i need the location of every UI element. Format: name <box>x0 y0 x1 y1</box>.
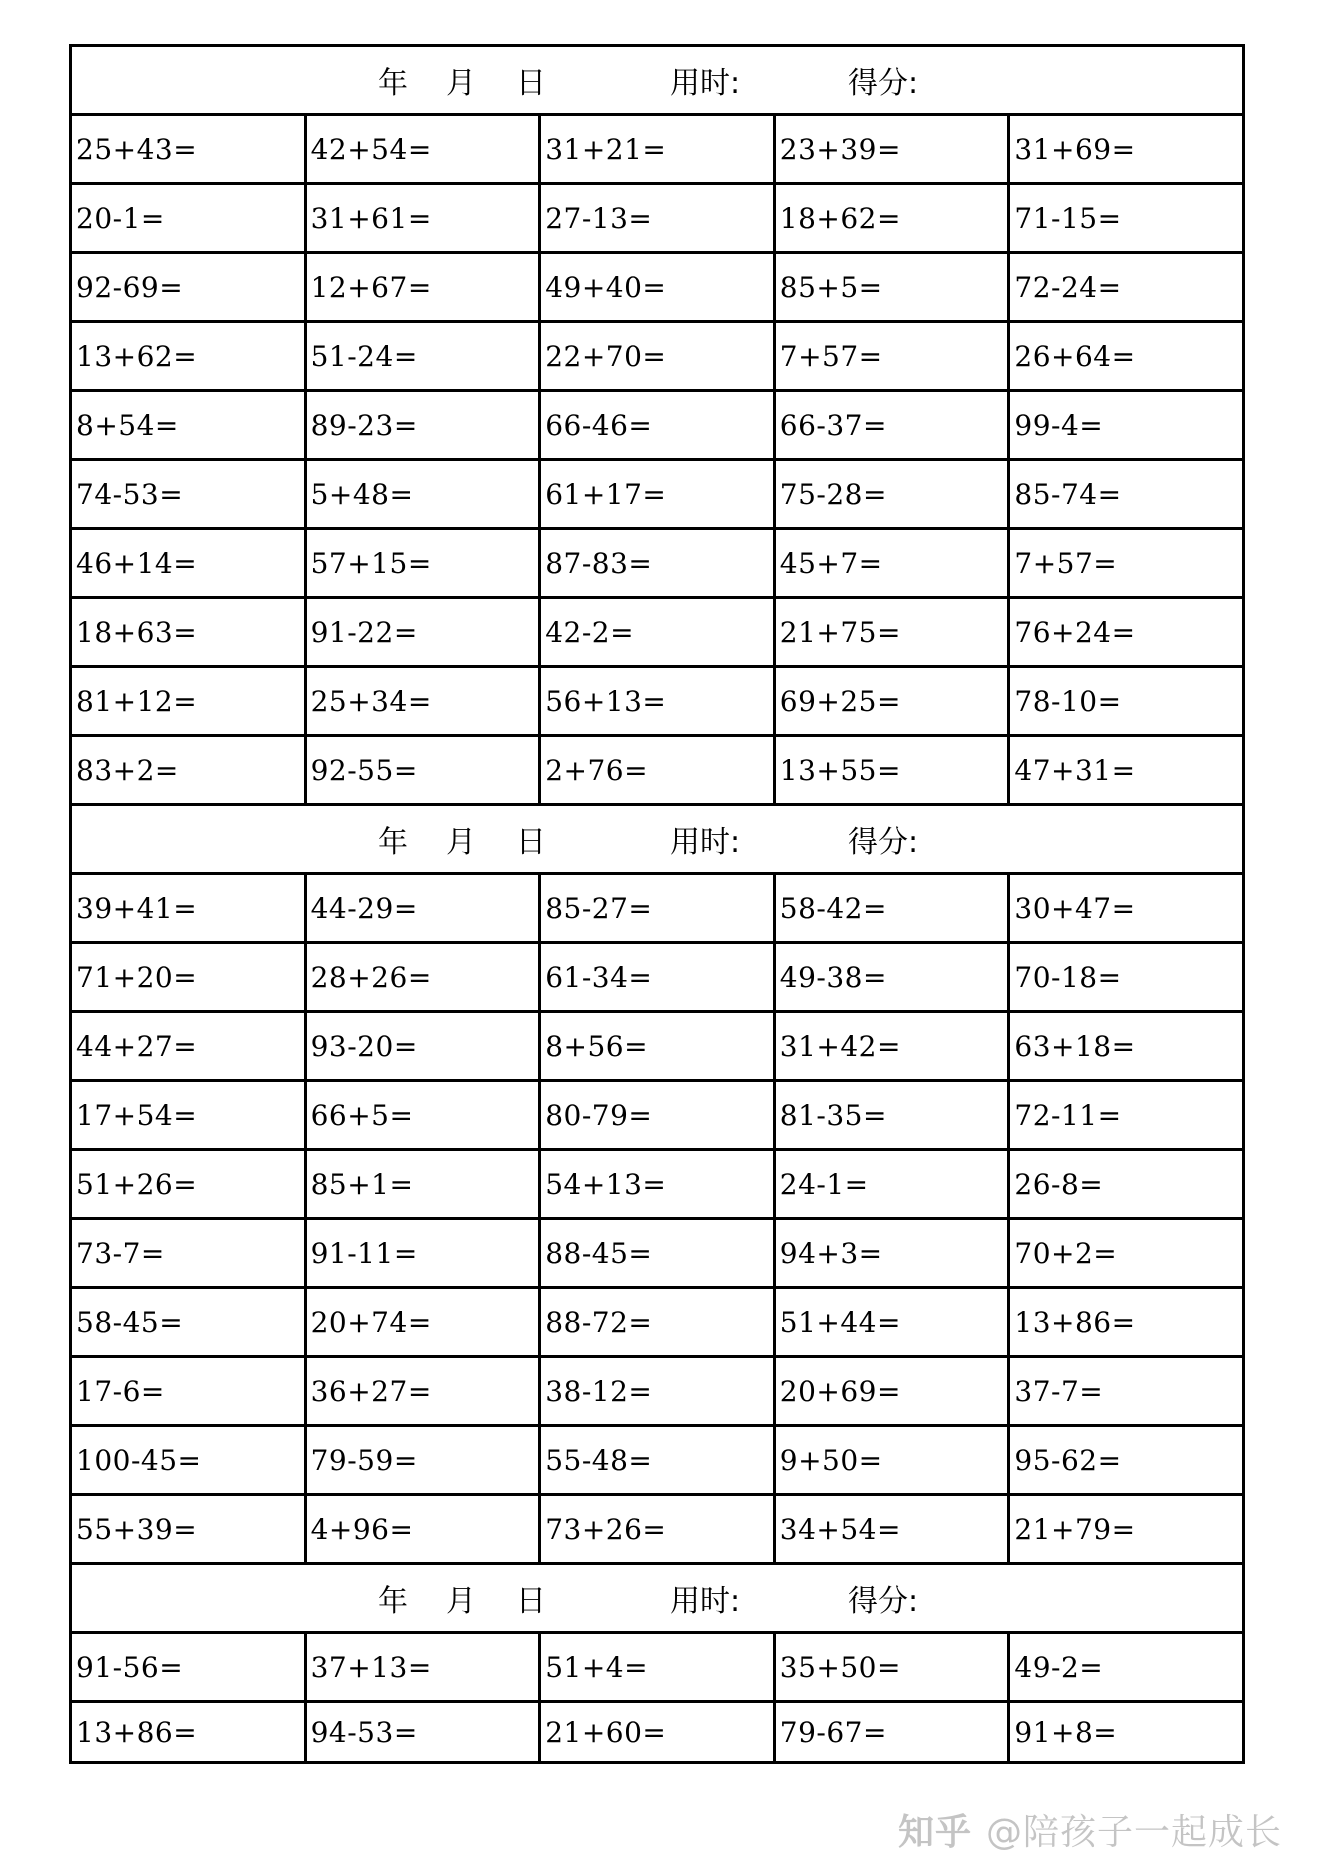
problem-cell[interactable]: 100-45= <box>71 1426 306 1495</box>
problem-cell[interactable]: 99-4= <box>1009 391 1244 460</box>
problem-row <box>71 1081 1244 1150</box>
section-header-cell <box>71 1564 1244 1633</box>
problem-cell[interactable]: 57+15= <box>305 529 540 598</box>
problem-row <box>71 736 1244 805</box>
problem-cell[interactable]: 73-7= <box>71 1219 306 1288</box>
problem-cell[interactable]: 35+50= <box>774 1633 1009 1702</box>
header-year: 年 <box>378 1584 408 1619</box>
problem-cell[interactable]: 17-6= <box>71 1357 306 1426</box>
header-month: 月 <box>446 66 476 101</box>
header-day: 日 <box>516 1584 546 1619</box>
problem-cell[interactable]: 23+39= <box>774 115 1009 184</box>
section-header <box>71 46 1244 115</box>
problem-cell[interactable]: 58-42= <box>774 874 1009 943</box>
worksheet-body <box>71 46 1244 1763</box>
problem-cell[interactable]: 85+1= <box>305 1150 540 1219</box>
problem-cell[interactable]: 85-74= <box>1009 460 1244 529</box>
problem-cell[interactable]: 7+57= <box>774 322 1009 391</box>
problem-cell[interactable]: 18+63= <box>71 598 306 667</box>
problem-cell[interactable]: 31+21= <box>540 115 775 184</box>
problem-cell[interactable]: 56+13= <box>540 667 775 736</box>
problem-row <box>71 1288 1244 1357</box>
problem-cell[interactable]: 13+86= <box>71 1702 306 1763</box>
header-time-label: 用时: <box>670 1584 741 1619</box>
problem-row <box>71 1633 1244 1702</box>
problem-cell[interactable]: 55-48= <box>540 1426 775 1495</box>
problem-cell[interactable]: 91-22= <box>305 598 540 667</box>
problem-cell[interactable]: 31+42= <box>774 1012 1009 1081</box>
problem-cell[interactable]: 91-11= <box>305 1219 540 1288</box>
problem-cell[interactable]: 66+5= <box>305 1081 540 1150</box>
problem-cell[interactable]: 71-15= <box>1009 184 1244 253</box>
problem-cell[interactable]: 27-13= <box>540 184 775 253</box>
problem-cell[interactable]: 26-8= <box>1009 1150 1244 1219</box>
watermark-author: @陪孩子一起成长 <box>986 1812 1283 1853</box>
problem-row <box>71 1219 1244 1288</box>
problem-cell[interactable]: 61-34= <box>540 943 775 1012</box>
problem-cell[interactable]: 34+54= <box>774 1495 1009 1564</box>
problem-cell[interactable]: 13+86= <box>1009 1288 1244 1357</box>
problem-cell[interactable]: 76+24= <box>1009 598 1244 667</box>
problem-row <box>71 1702 1244 1763</box>
problem-cell[interactable]: 24-1= <box>774 1150 1009 1219</box>
problem-cell[interactable]: 49-38= <box>774 943 1009 1012</box>
problem-cell[interactable]: 66-37= <box>774 391 1009 460</box>
problem-cell[interactable]: 20+69= <box>774 1357 1009 1426</box>
problem-cell[interactable]: 83+2= <box>71 736 306 805</box>
problem-cell[interactable]: 85+5= <box>774 253 1009 322</box>
problem-row <box>71 184 1244 253</box>
section-header <box>71 1564 1244 1633</box>
problem-cell[interactable]: 51+4= <box>540 1633 775 1702</box>
problem-cell[interactable]: 79-67= <box>774 1702 1009 1763</box>
problem-cell[interactable]: 44-29= <box>305 874 540 943</box>
problem-cell[interactable]: 74-53= <box>71 460 306 529</box>
worksheet-table <box>69 44 1245 1764</box>
header-month: 月 <box>446 825 476 860</box>
problem-cell[interactable]: 91-56= <box>71 1633 306 1702</box>
problem-cell[interactable]: 20+74= <box>305 1288 540 1357</box>
problem-cell[interactable]: 44+27= <box>71 1012 306 1081</box>
problem-cell[interactable]: 58-45= <box>71 1288 306 1357</box>
header-day: 日 <box>516 66 546 101</box>
section-header-cell <box>71 805 1244 874</box>
problem-cell[interactable]: 18+62= <box>774 184 1009 253</box>
problem-cell[interactable]: 21+75= <box>774 598 1009 667</box>
problem-cell[interactable]: 66-46= <box>540 391 775 460</box>
problem-cell[interactable]: 51-24= <box>305 322 540 391</box>
problem-cell[interactable]: 91+8= <box>1009 1702 1244 1763</box>
problem-cell[interactable]: 12+67= <box>305 253 540 322</box>
problem-cell[interactable]: 88-45= <box>540 1219 775 1288</box>
problem-cell[interactable]: 5+48= <box>305 460 540 529</box>
problem-cell[interactable]: 26+64= <box>1009 322 1244 391</box>
problem-cell[interactable]: 31+61= <box>305 184 540 253</box>
problem-cell[interactable]: 25+34= <box>305 667 540 736</box>
zhihu-logo: 知乎 <box>898 1812 973 1853</box>
header-day: 日 <box>516 825 546 860</box>
problem-cell[interactable]: 55+39= <box>71 1495 306 1564</box>
problem-cell[interactable]: 51+44= <box>774 1288 1009 1357</box>
problem-cell[interactable]: 46+14= <box>71 529 306 598</box>
header-time-label: 用时: <box>670 66 741 101</box>
problem-cell[interactable]: 79-59= <box>305 1426 540 1495</box>
problem-cell[interactable]: 13+62= <box>71 322 306 391</box>
problem-row <box>71 1012 1244 1081</box>
problem-row <box>71 1426 1244 1495</box>
problem-cell[interactable]: 37-7= <box>1009 1357 1244 1426</box>
problem-cell[interactable]: 78-10= <box>1009 667 1244 736</box>
problem-cell[interactable]: 8+54= <box>71 391 306 460</box>
problem-cell[interactable]: 92-69= <box>71 253 306 322</box>
problem-cell[interactable]: 42+54= <box>305 115 540 184</box>
problem-cell[interactable]: 30+47= <box>1009 874 1244 943</box>
problem-cell[interactable]: 49-2= <box>1009 1633 1244 1702</box>
problem-cell[interactable]: 69+25= <box>774 667 1009 736</box>
problem-cell[interactable]: 13+55= <box>774 736 1009 805</box>
problem-cell[interactable]: 61+17= <box>540 460 775 529</box>
problem-cell[interactable]: 21+60= <box>540 1702 775 1763</box>
problem-row <box>71 391 1244 460</box>
problem-row <box>71 115 1244 184</box>
header-score-label: 得分: <box>848 66 919 101</box>
problem-row <box>71 253 1244 322</box>
problem-cell[interactable]: 72-24= <box>1009 253 1244 322</box>
header-month: 月 <box>446 1584 476 1619</box>
problem-cell[interactable]: 42-2= <box>540 598 775 667</box>
problem-row <box>71 1495 1244 1564</box>
problem-cell[interactable]: 20-1= <box>71 184 306 253</box>
section-header-cell <box>71 46 1244 115</box>
problem-row <box>71 529 1244 598</box>
problem-cell[interactable]: 4+96= <box>305 1495 540 1564</box>
problem-cell[interactable]: 70-18= <box>1009 943 1244 1012</box>
problem-cell[interactable]: 37+13= <box>305 1633 540 1702</box>
problem-row <box>71 322 1244 391</box>
problem-cell[interactable]: 28+26= <box>305 943 540 1012</box>
problem-cell[interactable]: 93-20= <box>305 1012 540 1081</box>
header-score-label: 得分: <box>848 825 919 860</box>
problem-cell[interactable]: 22+70= <box>540 322 775 391</box>
problem-cell[interactable]: 88-72= <box>540 1288 775 1357</box>
problem-cell[interactable]: 94-53= <box>305 1702 540 1763</box>
problem-cell[interactable]: 92-55= <box>305 736 540 805</box>
problem-row <box>71 1150 1244 1219</box>
problem-cell[interactable]: 95-62= <box>1009 1426 1244 1495</box>
problem-cell[interactable]: 94+3= <box>774 1219 1009 1288</box>
problem-cell[interactable]: 21+79= <box>1009 1495 1244 1564</box>
problem-row <box>71 460 1244 529</box>
problem-cell[interactable]: 81+12= <box>71 667 306 736</box>
problem-cell[interactable]: 70+2= <box>1009 1219 1244 1288</box>
problem-cell[interactable]: 81-35= <box>774 1081 1009 1150</box>
problem-cell[interactable]: 25+43= <box>71 115 306 184</box>
header-score-label: 得分: <box>848 1584 919 1619</box>
problem-cell[interactable]: 2+76= <box>540 736 775 805</box>
problem-cell[interactable]: 51+26= <box>71 1150 306 1219</box>
problem-cell[interactable]: 85-27= <box>540 874 775 943</box>
problem-cell[interactable]: 73+26= <box>540 1495 775 1564</box>
problem-cell[interactable]: 75-28= <box>774 460 1009 529</box>
problem-cell[interactable]: 47+31= <box>1009 736 1244 805</box>
header-year: 年 <box>378 66 408 101</box>
problem-cell[interactable]: 38-12= <box>540 1357 775 1426</box>
problem-cell[interactable]: 39+41= <box>71 874 306 943</box>
problem-row <box>71 598 1244 667</box>
watermark <box>898 1804 1282 1855</box>
problem-row <box>71 1357 1244 1426</box>
header-year: 年 <box>378 825 408 860</box>
problem-cell[interactable]: 54+13= <box>540 1150 775 1219</box>
problem-cell[interactable]: 89-23= <box>305 391 540 460</box>
problem-cell[interactable]: 63+18= <box>1009 1012 1244 1081</box>
problem-cell[interactable]: 72-11= <box>1009 1081 1244 1150</box>
section-header <box>71 805 1244 874</box>
problem-cell[interactable]: 49+40= <box>540 253 775 322</box>
problem-row <box>71 667 1244 736</box>
problem-cell[interactable]: 36+27= <box>305 1357 540 1426</box>
problem-row <box>71 874 1244 943</box>
problem-cell[interactable]: 31+69= <box>1009 115 1244 184</box>
problem-cell[interactable]: 80-79= <box>540 1081 775 1150</box>
problem-cell[interactable]: 7+57= <box>1009 529 1244 598</box>
problem-cell[interactable]: 71+20= <box>71 943 306 1012</box>
problem-cell[interactable]: 8+56= <box>540 1012 775 1081</box>
problem-cell[interactable]: 9+50= <box>774 1426 1009 1495</box>
header-time-label: 用时: <box>670 825 741 860</box>
problem-cell[interactable]: 17+54= <box>71 1081 306 1150</box>
problem-row <box>71 943 1244 1012</box>
problem-cell[interactable]: 45+7= <box>774 529 1009 598</box>
problem-cell[interactable]: 87-83= <box>540 529 775 598</box>
